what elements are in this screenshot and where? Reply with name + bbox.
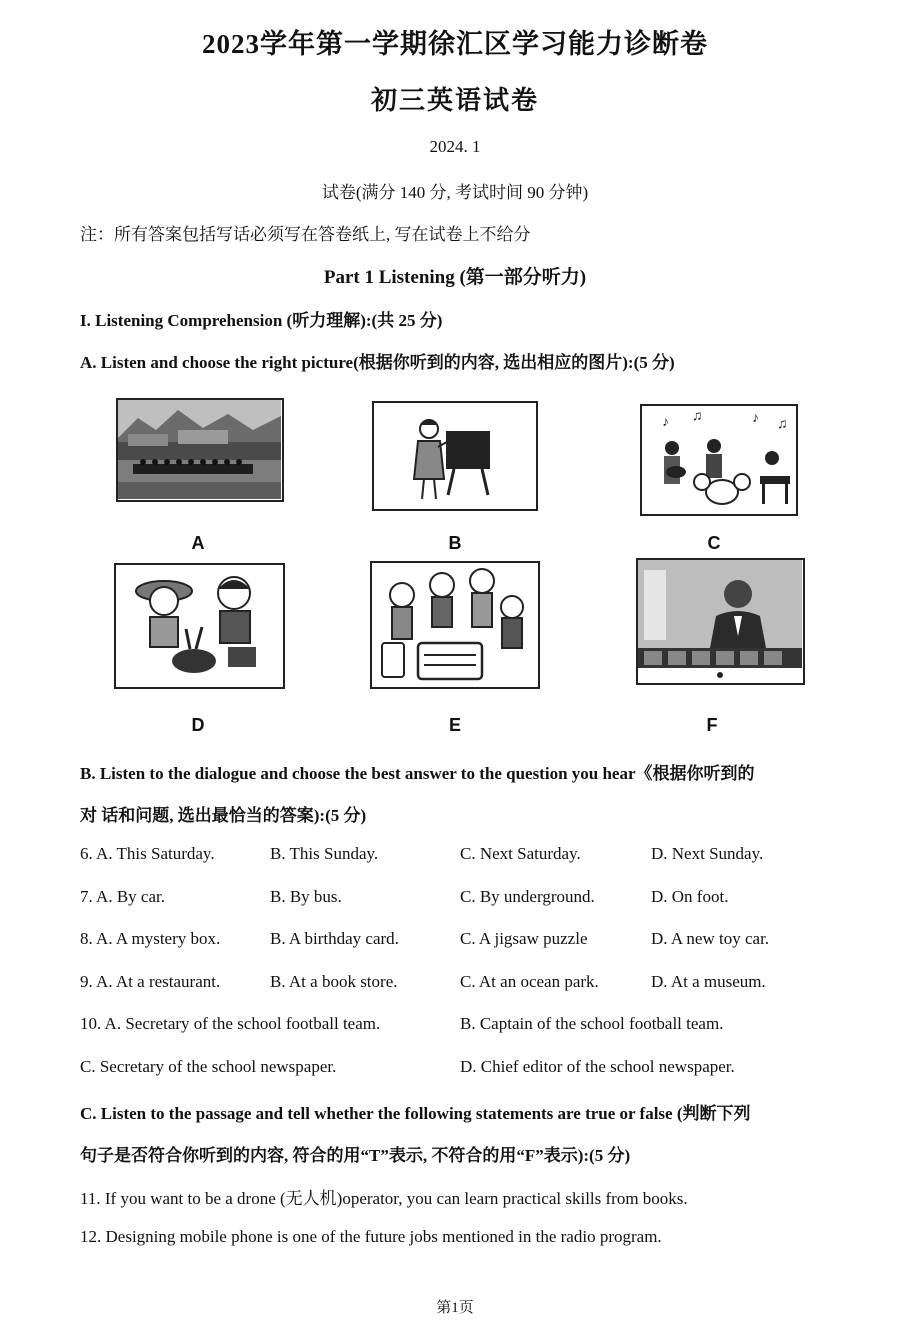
picture-label-d: D: [191, 715, 205, 735]
picture-d: [114, 563, 285, 689]
picture-c: [640, 404, 798, 516]
section-c-heading-line1: C. Listen to the passage and tell whether the following statements are true or false (判断下列: [80, 1104, 751, 1123]
picture-a: [116, 398, 284, 502]
family-luggage-icon: [372, 563, 537, 686]
option-a: 9. A. At a restaurant.: [80, 972, 221, 991]
section-b-heading-line2: 对 话和问题, 选出最恰当的答案):(5 分): [80, 806, 367, 825]
exam-note: 注：所有答案包括写话必须写在答卷纸上, 写在试卷上不给分: [80, 225, 531, 244]
section-i-heading: I. Listening Comprehension (听力理解):(共 25 分): [80, 311, 443, 330]
option-c: C. A jigsaw puzzle: [460, 929, 588, 948]
section-b-heading-line1: B. Listen to the dialogue and choose the best answer to the question you hear《根据你听到的: [80, 764, 755, 783]
option-a: 6. A. This Saturday.: [80, 844, 215, 863]
option-b: B. A birthday card.: [270, 929, 399, 948]
children-planting-icon: [116, 565, 282, 686]
section-a-heading: A. Listen and choose the right picture(根据你听到的内容, 选出相应的图片):(5 分): [80, 353, 675, 372]
option-d: D. At a museum.: [651, 972, 766, 991]
exam-info: 试卷(满分 140 分, 考试时间 90 分钟): [321, 183, 589, 202]
video-conference-icon: [638, 560, 802, 682]
option-d: D. Next Sunday.: [651, 844, 764, 863]
picture-b: [372, 401, 538, 511]
exam-title: 2023学年第一学期徐汇区学习能力诊断卷: [202, 29, 708, 59]
option-c: C. Secretary of the school newspaper.: [80, 1057, 337, 1076]
svg-text:♫: ♫: [777, 417, 788, 432]
option-a: 7. A. By car.: [80, 887, 165, 906]
option-b: B. This Sunday.: [270, 844, 379, 863]
statement-11: 11. If you want to be a drone (无人机)operator, you can learn practical skills from books.: [80, 1189, 688, 1208]
option-a: 8. A. A mystery box.: [80, 929, 221, 948]
picture-label-f: F: [706, 715, 718, 735]
svg-text:♪: ♪: [752, 411, 759, 426]
option-c: C. At an ocean park.: [460, 972, 599, 991]
option-d: D. Chief editor of the school newspaper.: [460, 1057, 735, 1076]
picture-label-a: A: [191, 533, 205, 553]
statement-12: 12. Designing mobile phone is one of the future jobs mentioned in the radio program.: [80, 1227, 662, 1246]
picture-f: [636, 558, 805, 685]
picture-label-e: E: [448, 715, 461, 735]
svg-text:♫: ♫: [692, 409, 703, 424]
option-d: D. On foot.: [651, 887, 729, 906]
section-c-heading-line2: 句子是否符合你听到的内容, 符合的用“T”表示, 不符合的用“F”表示):(5 分): [80, 1146, 631, 1165]
page-number: 第1页: [436, 1300, 474, 1316]
option-a: 10. A. Secretary of the school football team.: [80, 1014, 381, 1033]
music-band-icon: [642, 406, 795, 513]
option-c: C. By underground.: [460, 887, 595, 906]
option-b: B. At a book store.: [270, 972, 398, 991]
part1-heading: Part 1 Listening (第一部分听力): [323, 267, 587, 288]
picture-label-b: B: [448, 533, 462, 553]
teacher-blackboard-icon: [374, 403, 535, 508]
dragon-boat-photo-icon: [118, 400, 281, 499]
option-b: B. By bus.: [270, 887, 342, 906]
exam-date: 2024. 1: [429, 137, 481, 156]
picture-label-c: C: [707, 533, 721, 553]
option-d: D. A new toy car.: [651, 929, 770, 948]
option-b: B. Captain of the school football team.: [460, 1014, 724, 1033]
picture-e: [370, 561, 540, 689]
option-c: C. Next Saturday.: [460, 844, 581, 863]
exam-subtitle: 初三英语试卷: [370, 86, 539, 115]
svg-text:♪: ♪: [662, 415, 669, 430]
